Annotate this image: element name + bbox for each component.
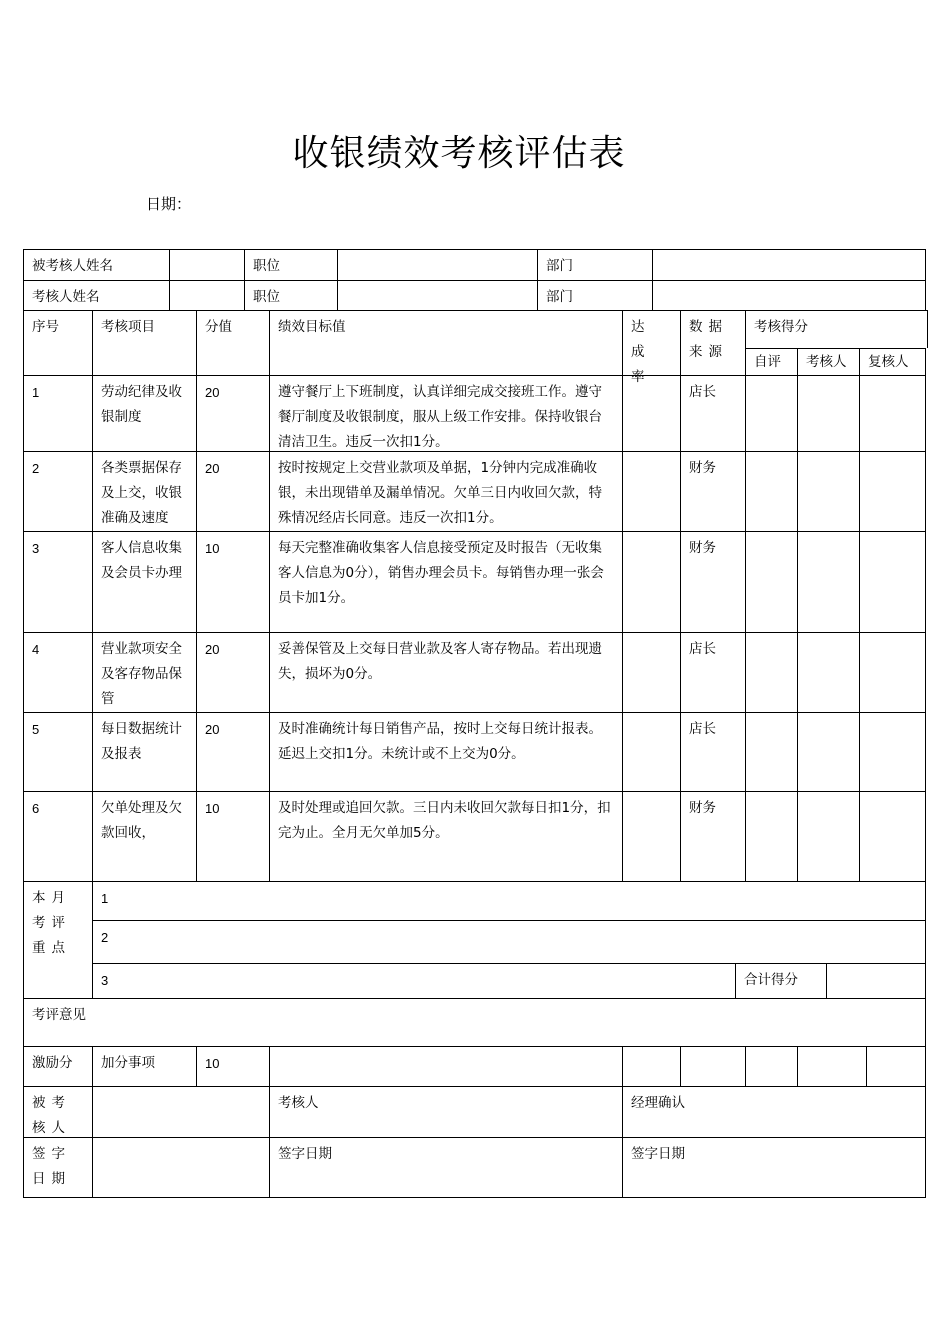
- row-2-data-source: 财务: [680, 451, 745, 531]
- row-4-score: 20: [196, 632, 269, 712]
- assessor-dept-field[interactable]: [652, 280, 926, 310]
- assessee-position-label: 职位: [244, 249, 337, 280]
- row-6-seq: 6: [23, 791, 92, 881]
- row-2-score: 20: [196, 451, 269, 531]
- page-title: 收银绩效考核评估表: [292, 133, 626, 174]
- row-5-data-source: 店长: [680, 712, 745, 791]
- incentive-self-rating[interactable]: [745, 1046, 797, 1086]
- row-4-reviewer-rating[interactable]: [859, 632, 926, 712]
- row-3-reviewer-rating[interactable]: [859, 531, 926, 632]
- table-right-border: [925, 348, 926, 1198]
- assessee-signature-label: 被考核人: [23, 1086, 92, 1137]
- row-3-seq: 3: [23, 531, 92, 632]
- row-3-self-rating[interactable]: [745, 531, 797, 632]
- row-5-assessor-rating[interactable]: [797, 712, 859, 791]
- row-3-achieve-rate[interactable]: [622, 531, 680, 632]
- row-1-data-source: 店长: [680, 375, 745, 451]
- total-score-field[interactable]: [826, 963, 926, 998]
- row-3-data-source: 财务: [680, 531, 745, 632]
- table-right-border-top: [925, 249, 926, 311]
- row-5-score: 20: [196, 712, 269, 791]
- row-6-data-source: 财务: [680, 791, 745, 881]
- row-2-self-rating[interactable]: [745, 451, 797, 531]
- header-assessor-rating: 考核人: [797, 348, 859, 375]
- row-1-reviewer-rating[interactable]: [859, 375, 926, 451]
- row-3-item: 客人信息收集及会员卡办理: [92, 531, 196, 632]
- assessee-signature-field[interactable]: [92, 1086, 269, 1137]
- header-target: 绩效目标值: [269, 310, 622, 375]
- manager-confirm-label: 经理确认: [622, 1086, 926, 1137]
- focus-label: 本月考评重点: [23, 881, 92, 998]
- header-seq: 序号: [23, 310, 92, 375]
- row-5-target: 及时准确统计每日销售产品，按时上交每日统计报表。延迟上交扣1分。未统计或不上交为0分。: [269, 712, 622, 791]
- row-2-seq: 2: [23, 451, 92, 531]
- header-self-rating: 自评: [745, 348, 797, 375]
- row-1-target: 遵守餐厅上下班制度，认真详细完成交接班工作。遵守餐厅制度及收银制度，服从上级工作安排。保持收银台清洁卫生。违反一次扣1分。: [269, 375, 622, 451]
- row-6-self-rating[interactable]: [745, 791, 797, 881]
- date-label: 日期：: [146, 195, 192, 213]
- row-1-assessor-rating[interactable]: [797, 375, 859, 451]
- row-6-reviewer-rating[interactable]: [859, 791, 926, 881]
- assessee-name-label: 被考核人姓名: [23, 249, 169, 280]
- incentive-target[interactable]: [269, 1046, 622, 1086]
- opinion-label: 考评意见: [23, 998, 926, 1046]
- row-6-target: 及时处理或追回欠款。三日内未收回欠款每日扣1分，扣完为止。全月无欠单加5分。: [269, 791, 622, 881]
- row-1-seq: 1: [23, 375, 92, 451]
- assessee-position-field[interactable]: [337, 249, 537, 280]
- assessor-position-label: 职位: [244, 280, 337, 310]
- focus-item-3[interactable]: 3: [92, 963, 735, 998]
- row-5-item: 每日数据统计及报表: [92, 712, 196, 791]
- row-4-self-rating[interactable]: [745, 632, 797, 712]
- assessee-date-field[interactable]: [92, 1137, 269, 1198]
- assessee-date-label: 签字日期: [23, 1137, 92, 1198]
- row-3-score: 10: [196, 531, 269, 632]
- row-5-achieve-rate[interactable]: [622, 712, 680, 791]
- incentive-assessor-rating[interactable]: [797, 1046, 866, 1086]
- row-4-target: 妥善保管及上交每日营业款及客人寄存物品。若出现遗失，损坏为0分。: [269, 632, 622, 712]
- row-1-achieve-rate[interactable]: [622, 375, 680, 451]
- focus-item-1[interactable]: 1: [92, 881, 926, 920]
- row-4-seq: 4: [23, 632, 92, 712]
- row-2-item: 各类票据保存及上交，收银准确及速度: [92, 451, 196, 531]
- incentive-reviewer-rating[interactable]: [866, 1046, 926, 1086]
- row-3-target: 每天完整准确收集客人信息接受预定及时报告（无收集客人信息为0分），销售办理会员卡。每销售办理一张会员卡加1分。: [269, 531, 622, 632]
- incentive-item: 加分事项: [92, 1046, 196, 1086]
- header-rating: 考核得分: [745, 310, 928, 348]
- row-4-item: 营业款项安全及客存物品保管: [92, 632, 196, 712]
- row-4-achieve-rate[interactable]: [622, 632, 680, 712]
- incentive-label: 激励分: [23, 1046, 92, 1086]
- header-achieve-rate: 达 成 率: [622, 310, 680, 375]
- incentive-score: 10: [196, 1046, 269, 1086]
- row-6-score: 10: [196, 791, 269, 881]
- header-reviewer-rating: 复核人: [859, 348, 926, 375]
- incentive-achieve-rate[interactable]: [622, 1046, 680, 1086]
- row-4-assessor-rating[interactable]: [797, 632, 859, 712]
- row-2-achieve-rate[interactable]: [622, 451, 680, 531]
- row-5-reviewer-rating[interactable]: [859, 712, 926, 791]
- row-5-seq: 5: [23, 712, 92, 791]
- assessor-date-label: 签字日期: [269, 1137, 622, 1198]
- total-score-label: 合计得分: [735, 963, 826, 998]
- assessee-dept-field[interactable]: [652, 249, 926, 280]
- row-6-assessor-rating[interactable]: [797, 791, 859, 881]
- row-2-target: 按时按规定上交营业款项及单据，1分钟内完成准确收银，未出现错单及漏单情况。欠单三日内收回欠款，特殊情况经店长同意。违反一次扣1分。: [269, 451, 622, 531]
- row-4-data-source: 店长: [680, 632, 745, 712]
- row-1-self-rating[interactable]: [745, 375, 797, 451]
- assessor-dept-label: 部门: [537, 280, 652, 310]
- header-data-source: 数据来源: [680, 310, 745, 375]
- row-6-item: 欠单处理及欠款回收，: [92, 791, 196, 881]
- assessor-name-field[interactable]: [169, 280, 244, 310]
- assessor-signature-label: 考核人: [269, 1086, 622, 1137]
- assessor-name-label: 考核人姓名: [23, 280, 169, 310]
- focus-item-2[interactable]: 2: [92, 920, 926, 963]
- row-1-score: 20: [196, 375, 269, 451]
- header-item: 考核项目: [92, 310, 196, 375]
- table-bottom-border: [23, 1197, 926, 1198]
- row-6-achieve-rate[interactable]: [622, 791, 680, 881]
- manager-date-label: 签字日期: [622, 1137, 926, 1198]
- assessor-position-field[interactable]: [337, 280, 537, 310]
- row-3-assessor-rating[interactable]: [797, 531, 859, 632]
- row-5-self-rating[interactable]: [745, 712, 797, 791]
- incentive-data-source[interactable]: [680, 1046, 745, 1086]
- header-score: 分值: [196, 310, 269, 375]
- row-1-item: 劳动纪律及收银制度: [92, 375, 196, 451]
- assessee-dept-label: 部门: [537, 249, 652, 280]
- row-2-reviewer-rating[interactable]: [859, 451, 926, 531]
- row-2-assessor-rating[interactable]: [797, 451, 859, 531]
- assessee-name-field[interactable]: [169, 249, 244, 280]
